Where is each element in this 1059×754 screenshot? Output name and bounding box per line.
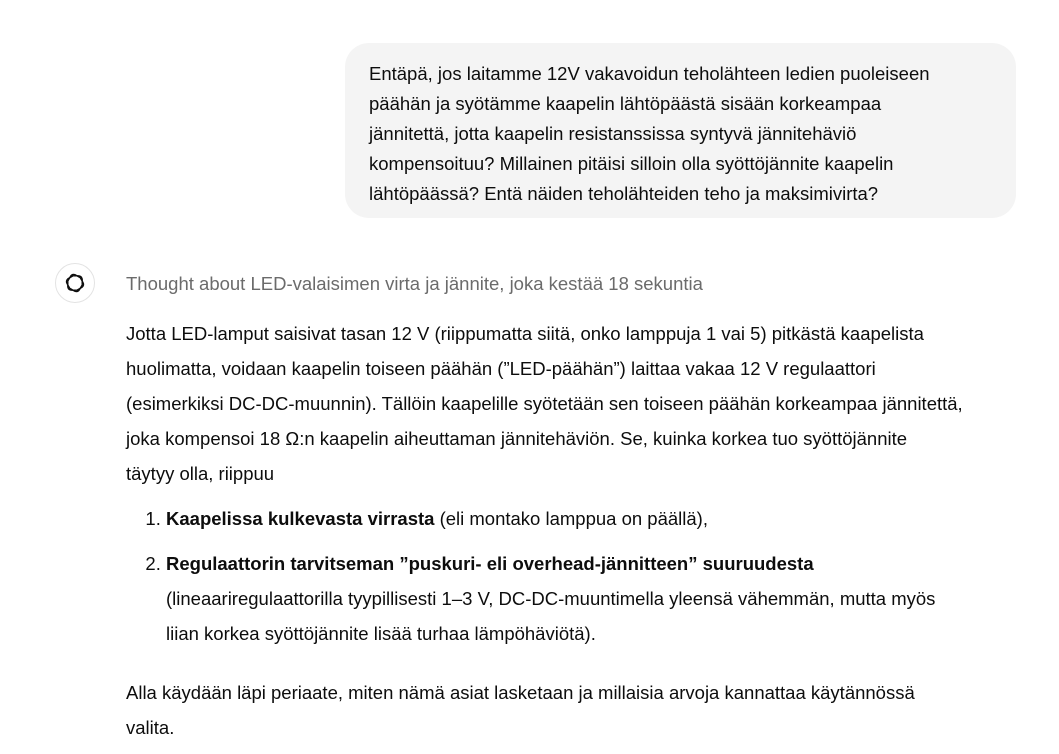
- intro-paragraph: [126, 316, 1026, 491]
- list-item: [166, 501, 1026, 536]
- user-message-line: kompensoituu? Millainen pitäisi silloin olla syöttöjännite kaapelin: [369, 153, 894, 174]
- intro-line: joka kompensoi 18 Ω:n kaapelin aiheuttaman jännitehäviön. Se, kuinka korkea tuo syöttöjännite: [126, 428, 908, 449]
- intro-line: täytyy olla, riippuu: [126, 463, 275, 484]
- list-item-text: (lineaariregulaattorilla tyypillisesti 1–3 V, DC-DC-muuntimella yleensä vähemmän, mutta myös: [166, 588, 936, 609]
- user-message-line: jännitettä, jotta kaapelin resistanssissa syntyvä jännitehäviö: [369, 123, 857, 144]
- list-item-text: liian korkea syöttöjännite lisää turhaa lämpöhäviötä).: [166, 623, 596, 644]
- user-message-bubble: [345, 43, 1016, 218]
- assistant-answer: [126, 316, 1026, 745]
- intro-line: Jotta LED-lamput saisivat tasan 12 V (riippumatta siitä, onko lamppuja 1 vai 5) pitkästä kaapelista: [126, 323, 924, 344]
- user-message-line: päähän ja syötämme kaapelin lähtöpäästä sisään korkeampaa: [369, 93, 882, 114]
- list-item-bold: Kaapelissa kulkevasta virrasta: [166, 508, 435, 529]
- thought-summary-toggle[interactable]: Thought about LED-valaisimen virta ja jännite, joka kestää 18 sekuntia: [126, 273, 703, 294]
- numbered-list: [126, 501, 1026, 651]
- list-item: [166, 546, 1026, 651]
- outro-paragraph: [126, 675, 1026, 745]
- intro-line: (esimerkiksi DC-DC-muunnin). Tällöin kaapelille syötetään sen toiseen päähän korkeampaa jännitettä,: [126, 393, 963, 414]
- outro-line: Alla käydään läpi periaate, miten nämä asiat lasketaan ja millaisia arvoja kannattaa käytännössä: [126, 682, 915, 703]
- user-message-line: Entäpä, jos laitamme 12V vakavoidun teholähteen ledien puoleiseen: [369, 63, 930, 84]
- assistant-avatar: [55, 263, 95, 303]
- list-item-bold: Regulaattorin tarvitseman ”puskuri- eli overhead-jännitteen” suuruudesta: [166, 553, 814, 574]
- intro-line: huolimatta, voidaan kaapelin toiseen päähän (”LED-päähän”) laittaa vakaa 12 V regulaattori: [126, 358, 876, 379]
- outro-line: valita.: [126, 717, 175, 738]
- openai-logo-icon: [63, 271, 87, 295]
- user-message-line: lähtöpäässä? Entä näiden teholähteiden teho ja maksimivirta?: [369, 183, 879, 204]
- list-item-text: (eli montako lamppua on päällä),: [434, 508, 708, 529]
